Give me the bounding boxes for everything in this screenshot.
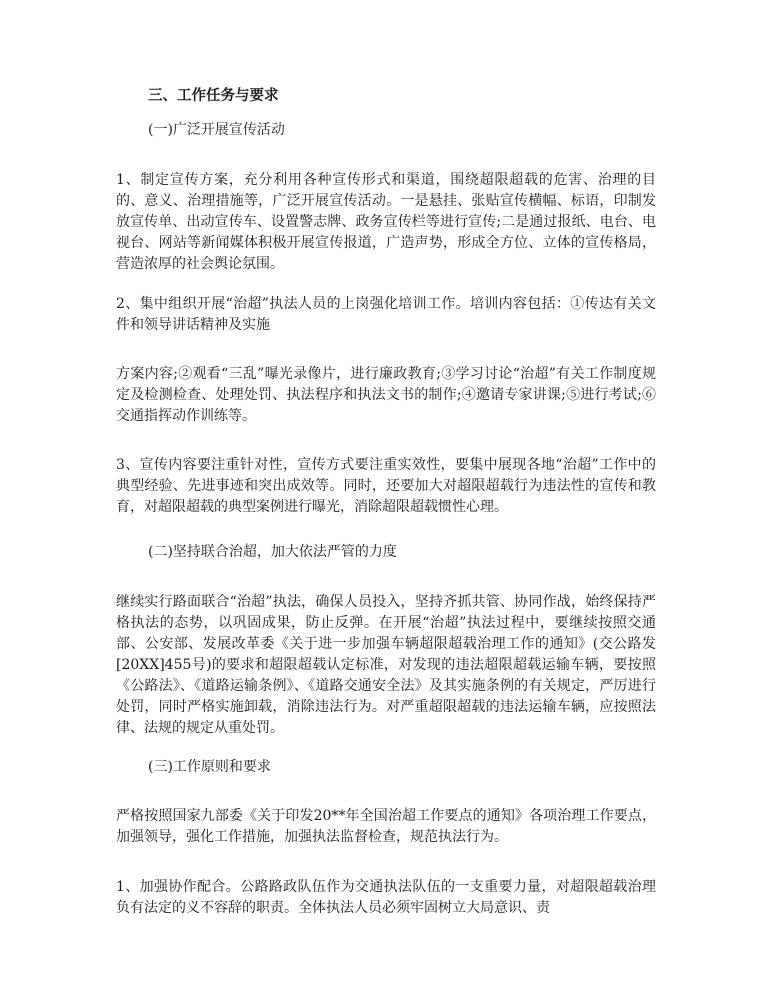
paragraph-6: 严格按照国家九部委《关于印发20**年全国治超工作要点的通知》各项治理工作要点，加强领导，强化工作措施，加强执法监督检查，规范执法行为。: [116, 808, 656, 845]
paragraph-1: 1、制定宣传方案，充分利用各种宣传形式和渠道，围绕超限超载的危害、治理的目的、意义、治理措施等，广泛开展宣传活动。一是悬挂、张贴宣传横幅、标语，印制发放宣传单、出动宣传车、设置警志牌、政务宣传栏等进行宣传;二是通过报纸、电台、电视台、网站等新闻媒体积极开展宣传报道，广造声势，形成全方位、立体的宣传格局，营造浓厚的社会舆论氛围。: [116, 172, 656, 272]
subsection-title-2: (二)坚持联合治超，加大依法严管的力度: [148, 544, 397, 560]
paragraph-2: 2、集中组织开展“治超”执法人员的上岗强化培训工作。培训内容包括：①传达有关文件和领导讲话精神及实施: [116, 296, 656, 333]
paragraph-3: 方案内容;②观看“三乱”曝光录像片，进行廉政教育;③学习讨论“治超”有关工作制度规定及检测检查、处理处罚、执法程序和执法文书的制作;④邀请专家讲课;⑤进行考试;⑥交通指挥动作训练等。: [116, 366, 656, 424]
paragraph-4: 3、宣传内容要注重针对性，宣传方式要注重实效性，要集中展现各地“治超”工作中的典型经验、先进事迹和突出成效等。同时，还要加大对超限超载行为违法性的宣传和教育，对超限超载的典型案例进行曝光，消除超限超载惯性心理。: [116, 457, 656, 515]
paragraph-5: 继续实行路面联合“治超”执法，确保人员投入，坚持齐抓共管、协同作战，始终保持严格执法的态势，以巩固成果，防止反弹。在开展“治超”执法过程中，要继续按照交通部、公安部、发展改革委《关于进一步加强车辆超限超载治理工作的通知》(交公路发[20XX]455号)的要求和超限超载认定标准，对发现的违法超限超载运输车辆，要按照《公路法》、《道路运输条例》、《道路交通安全法》及其实施条例的有关规定，严厉进行处罚，同时严格实施卸载，消除违法行为。对严重超限超载的违法运输车辆，应按照法律、法规的规定从重处罚。: [116, 594, 656, 736]
subsection-title-3: (三)工作原则和要求: [148, 759, 271, 775]
section-title: 三、工作任务与要求: [148, 87, 279, 104]
paragraph-7: 1、加强协作配合。公路路政队伍作为交通执法队伍的一支重要力量，对超限超载治理负有法定的义不容辞的职责。全体执法人员必须牢固树立大局意识、责: [116, 879, 656, 916]
subsection-title-1: (一)广泛开展宣传活动: [148, 122, 285, 138]
